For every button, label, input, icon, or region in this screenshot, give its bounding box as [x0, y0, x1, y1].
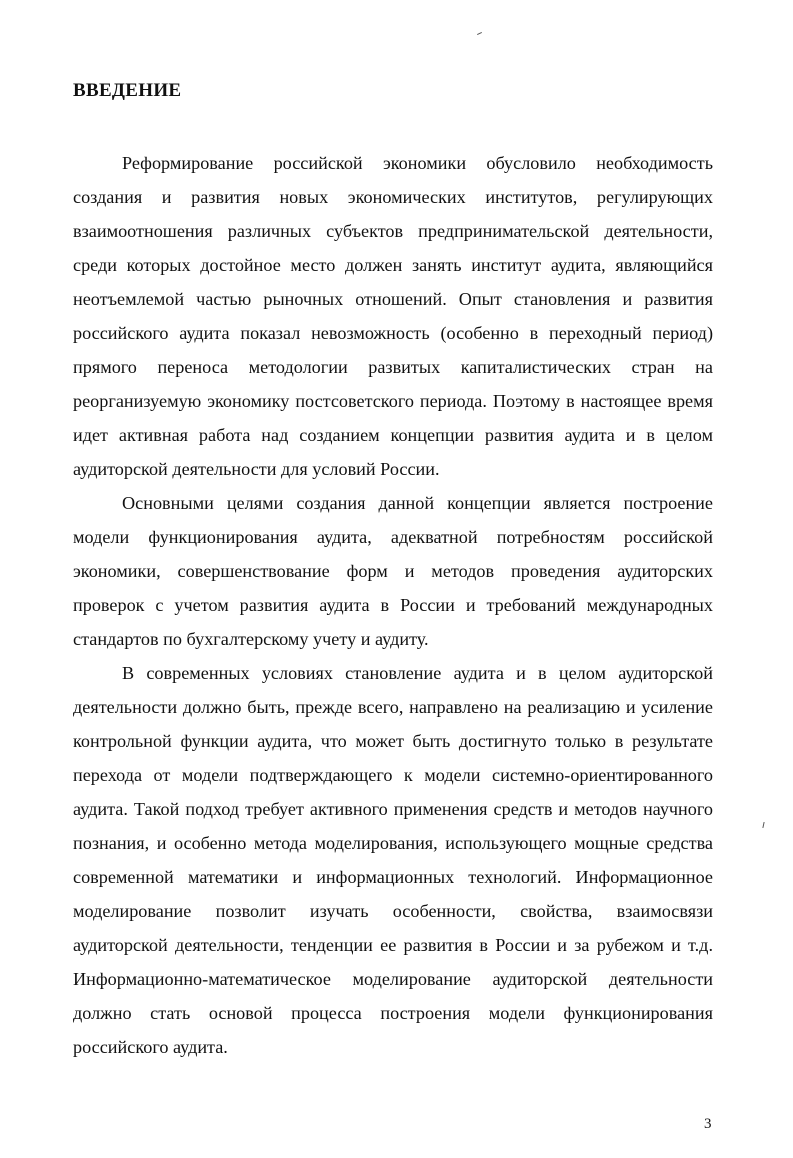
page-number: 3	[704, 1116, 712, 1132]
scan-speck-top	[477, 32, 482, 35]
section-heading: ВВЕДЕНИЕ	[73, 80, 182, 101]
body-text	[73, 146, 713, 1064]
paragraph-3: В современных условиях становление аудита и в целом аудиторской деятельности должно быть, прежде всего, направлено на реализацию и усиление контрольной функции аудита, что может быть достигнуто только в результате перехода от модели подтверждающего к модели системно-ориентированного аудита. Такой подход требует активного применения средств и методов научного познания, и особенно метода моделирования, использующего мощные средства современной математики и информационных технологий. Информационное моделирование позволит изучать особенности, свойства, взаимосвязи аудиторской деятельности, тенденции ее развития в России и за рубежом и т.д. Информационно-математическое моделирование аудиторской деятельности должно стать основой процесса построения модели функционирования российского аудита.	[73, 663, 713, 1057]
paragraph-1: Реформирование российской экономики обусловило необходимость создания и развития новых экономических институтов, регулирующих взаимоотношения различных субъектов предпринимательской деятельности, среди которых достойное место должен занять институт аудита, являющийся неотъемлемой частью рыночных отношений. Опыт становления и развития российского аудита показал невозможность (особенно в переходный период) прямого переноса методологии развитых капиталистических стран на реорганизуемую экономику постсоветского периода. Поэтому в настоящее время идет активная работа над созданием концепции развития аудита и в целом аудиторской деятельности для условий России.	[73, 153, 713, 479]
scan-speck-right	[762, 822, 764, 828]
paragraph-2: Основными целями создания данной концепции является построение модели функционирования аудита, адекватной потребностям российской экономики, совершенствование форм и методов проведения аудиторских проверок с учетом развития аудита в России и требований международных стандартов по бухгалтерскому учету и аудиту.	[73, 493, 713, 649]
